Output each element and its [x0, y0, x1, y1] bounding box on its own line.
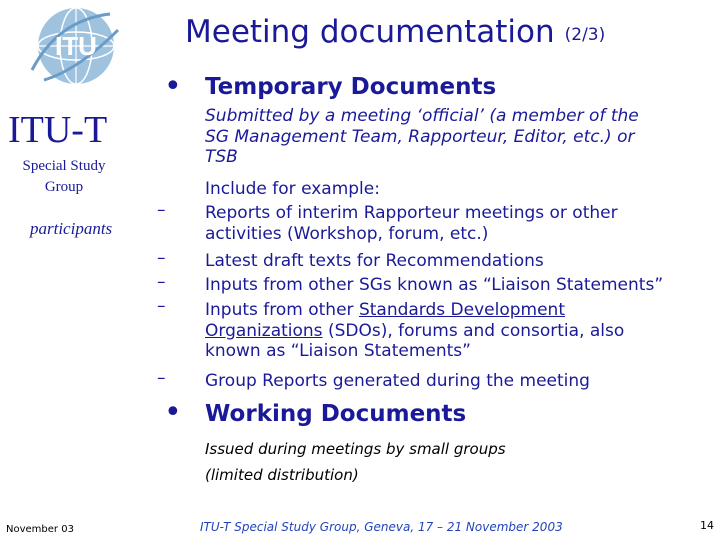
list-item — [205, 203, 715, 244]
section2-description — [205, 436, 506, 488]
list-item-line: activities (Workshop, forum, etc.) — [205, 223, 489, 244]
list-item-line — [205, 300, 715, 321]
section1-description — [205, 106, 715, 168]
footer-event: ITU-T Special Study Group, Geneva, 17 – 21 November 2003 — [200, 520, 563, 534]
title-main: Meeting documentation — [185, 14, 555, 50]
slide-title — [185, 14, 605, 50]
org-name: ITU-T — [8, 109, 108, 151]
description-line: SG Management Team, Rapporteur, Editor, etc.) or — [205, 126, 635, 147]
list-item-line: Reports of interim Rapporteur meetings or other — [205, 203, 618, 223]
bullet-icon: • — [164, 69, 182, 104]
group-line-2: Group — [44, 179, 84, 195]
description-line: TSB — [205, 147, 238, 167]
title-page-indicator: (2/3) — [564, 25, 606, 45]
participants-label: participants — [30, 219, 113, 238]
footer-date: November 03 — [6, 524, 74, 535]
include-label: Include for example: — [205, 179, 380, 199]
list-item: Inputs from other SGs known as “Liaison Statements” — [205, 275, 664, 295]
section-heading-temporary: Temporary Documents — [205, 74, 497, 100]
itu-logo — [18, 0, 122, 90]
group-name — [14, 156, 114, 198]
dash-icon: – — [157, 368, 166, 388]
page-number: 14 — [700, 519, 714, 532]
list-item-text: (SDOs), forums and consortia, also — [322, 320, 625, 341]
list-item: Latest draft texts for Recommendations — [205, 251, 544, 271]
list-item-text: Inputs from other — [205, 300, 359, 320]
section-heading-working: Working Documents — [205, 401, 467, 427]
list-item: Group Reports generated during the meeting — [205, 371, 590, 391]
list-item — [205, 300, 715, 362]
description-line: (limited distribution) — [205, 466, 359, 484]
group-line-1: Special Study — [22, 158, 106, 174]
sdo-link[interactable]: Standards Development — [358, 300, 565, 320]
logo-text: ITU — [55, 31, 97, 61]
dash-icon: – — [157, 200, 166, 220]
dash-icon: – — [157, 248, 166, 268]
dash-icon: – — [157, 296, 166, 316]
description-line: Submitted by a meeting ‘official’ (a member of the — [205, 106, 639, 126]
list-item-line: known as “Liaison Statements” — [205, 341, 471, 361]
description-line: Issued during meetings by small groups — [205, 440, 506, 458]
dash-icon: – — [157, 272, 166, 292]
list-item-line — [205, 321, 715, 342]
bullet-icon: • — [164, 395, 182, 430]
sdo-link[interactable]: Organizations — [205, 320, 323, 341]
